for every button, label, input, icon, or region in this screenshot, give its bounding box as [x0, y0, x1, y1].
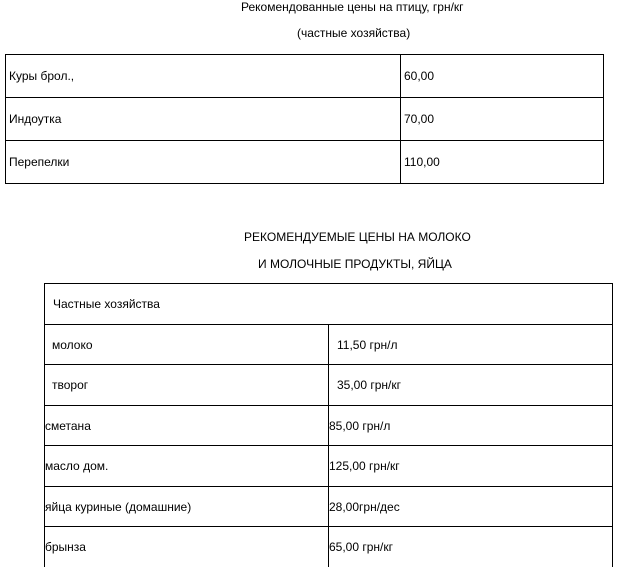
product-name-cell: Перепелки — [6, 141, 401, 184]
product-name-cell: сметана — [45, 406, 329, 446]
product-name-cell: брынза — [45, 527, 329, 568]
table-row — [6, 55, 604, 98]
price-cell: 85,00 грн/л — [329, 406, 613, 446]
product-name-cell: Куры брол., — [6, 55, 401, 98]
table-row — [45, 406, 613, 446]
price-cell: 70,00 — [401, 98, 604, 141]
section-header-cell: Частные хозяйства — [45, 284, 613, 325]
table-header-row — [45, 284, 613, 325]
price-cell: 60,00 — [401, 55, 604, 98]
product-name-cell: масло дом. — [45, 446, 329, 487]
table-row — [45, 487, 613, 527]
product-name-cell: яйца куриные (домашние) — [45, 487, 329, 527]
price-cell: 11,50 грн/л — [329, 325, 613, 365]
table-row — [6, 141, 604, 184]
poultry-subtitle: (частные хозяйства) — [297, 26, 411, 40]
dairy-price-table — [44, 283, 613, 567]
price-cell: 28,00грн/дес — [329, 487, 613, 527]
milk-title-line-1: РЕКОМЕНДУЕМЫЕ ЦЕНЫ НА МОЛОКО — [244, 230, 471, 244]
price-cell: 65,00 грн/кг — [329, 527, 613, 568]
table-row — [45, 325, 613, 365]
poultry-price-table — [5, 54, 604, 184]
table-row — [6, 98, 604, 141]
poultry-title: Рекомендованные цены на птицу, грн/кг — [241, 0, 464, 14]
product-name-cell: творог — [45, 365, 329, 406]
price-cell: 110,00 — [401, 141, 604, 184]
product-name-cell: Индоутка — [6, 98, 401, 141]
table-row — [45, 446, 613, 487]
product-name-cell: молоко — [45, 325, 329, 365]
table-row — [45, 527, 613, 568]
milk-title-line-2: И МОЛОЧНЫЕ ПРОДУКТЫ, ЯЙЦА — [258, 257, 452, 271]
table-row — [45, 365, 613, 406]
price-cell: 125,00 грн/кг — [329, 446, 613, 487]
price-cell: 35,00 грн/кг — [329, 365, 613, 406]
